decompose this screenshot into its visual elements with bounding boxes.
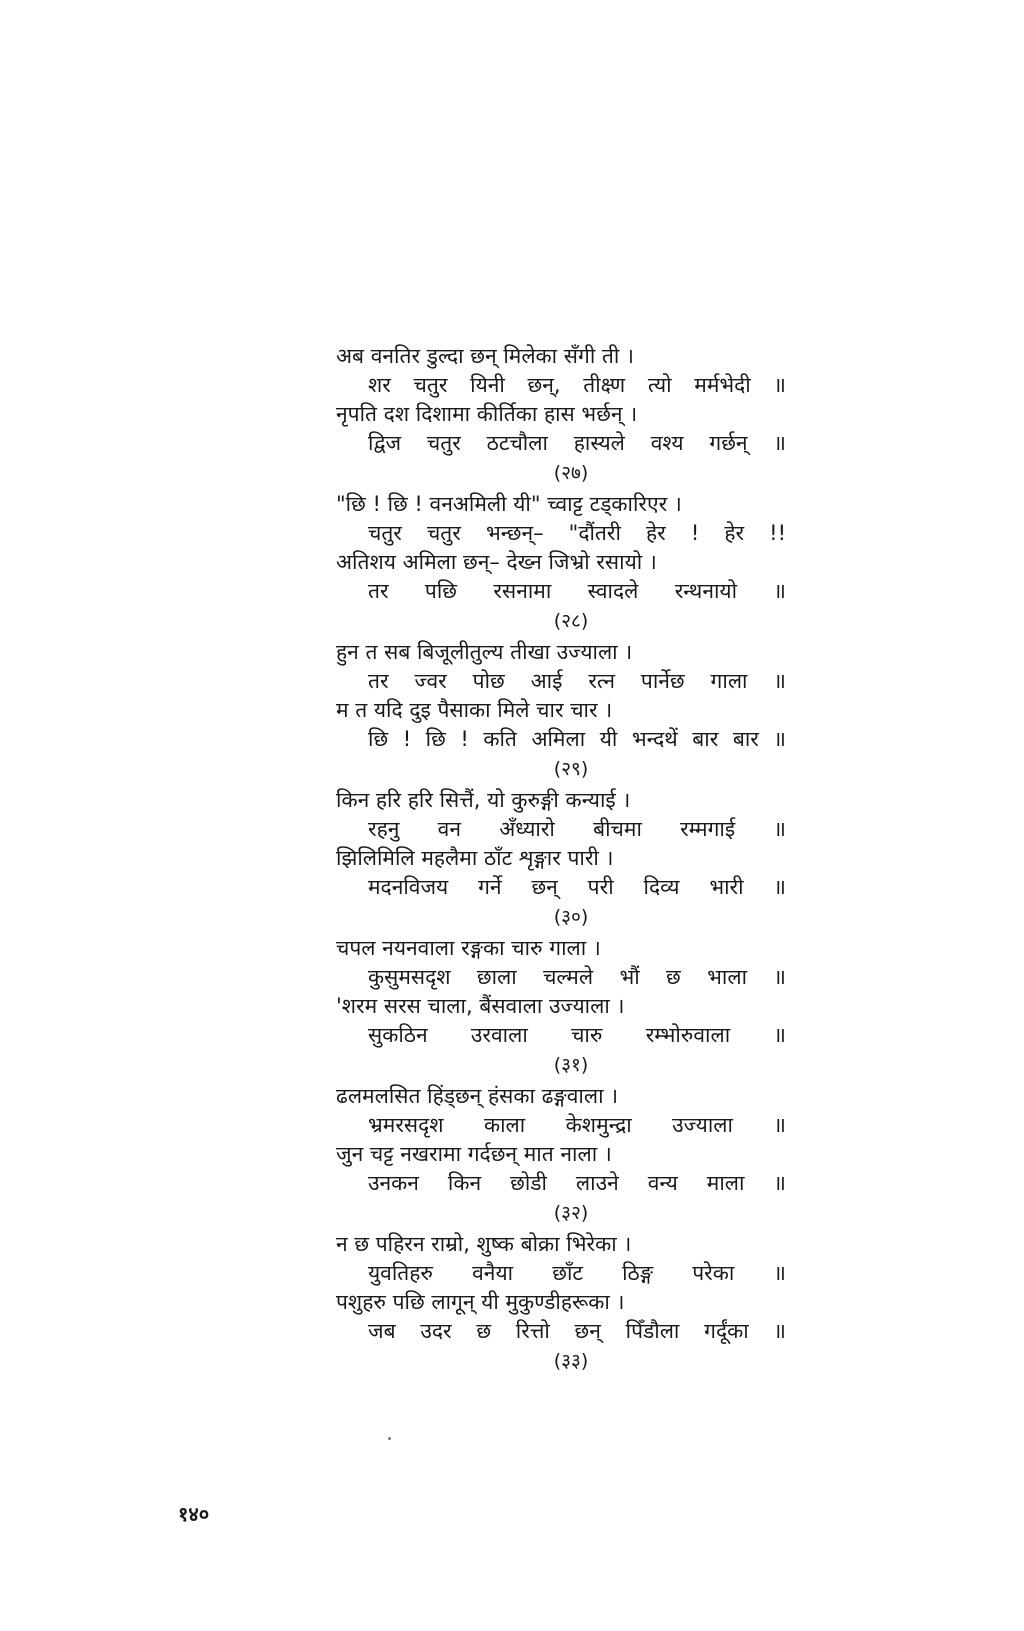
- verse-line: छि ! छि ! कति अमिला यी भन्दथें बार बार ॥: [368, 727, 786, 751]
- verse-line: तर ज्वर पोछ आई रत्न पार्नेछ गाला ॥: [368, 669, 786, 693]
- verse-line: जब उदर छ रित्तो छन् पिँडौला गर्दूंका ॥: [368, 1319, 786, 1343]
- stanza: [336, 1082, 806, 1227]
- stanza: [336, 342, 806, 487]
- stanza-number: (२९): [553, 758, 589, 780]
- stanza-number: (३२): [553, 1202, 589, 1224]
- stanza: [336, 638, 806, 783]
- ink-speck: [388, 1437, 391, 1440]
- stanza-number: (२७): [553, 462, 589, 484]
- verse-line: न छ पहिरन राम्रो, शुष्क बोक्रा भिरेका ।: [336, 1232, 632, 1256]
- verse-line: शर चतुर यिनी छन्, तीक्ष्ण त्यो मर्मभेदी ॥: [368, 373, 786, 397]
- page-number: १४०: [178, 1502, 210, 1526]
- verse-line: सुकठिन उरवाला चारु रम्भोरुवाला ॥: [368, 1023, 786, 1047]
- verse-line: अतिशय अमिला छन्– देख्न जिभ्रो रसायो ।: [336, 550, 657, 574]
- verse-line: म त यदि दुइ पैसाका मिले चार चार ।: [336, 698, 613, 722]
- verse-line: हुन त सब बिजूलीतुल्य तीखा उज्याला ।: [336, 640, 633, 664]
- stanza-number: (३१): [553, 1054, 589, 1076]
- verse-line: उनकन किन छोडी लाउने वन्य माला ॥: [368, 1171, 786, 1195]
- verse-line: युवतिहरु वनैया छाँट ठिङ्ग परेका ॥: [368, 1261, 786, 1285]
- verse-line: झिलिमिलि महलैमा ठाँट शृङ्गार पारी ।: [336, 846, 614, 870]
- stanza: [336, 786, 806, 931]
- verse-line: नृपति दश दिशामा कीर्तिका हास भर्छन् ।: [336, 402, 638, 426]
- verse-line: अब वनतिर डुल्दा छन् मिलेका सँगी ती ।: [336, 344, 634, 368]
- poem-body: [336, 342, 806, 1378]
- stanza: [336, 490, 806, 635]
- stanza-number: (३३): [553, 1350, 589, 1372]
- verse-line: कुसुमसदृश छाला चल्मले भौं छ भाला ॥: [368, 965, 786, 989]
- verse-line: पशुहरु पछि लागून् यी मुकुण्डीहरूका ।: [336, 1290, 625, 1314]
- verse-line: रहनु वन अँध्यारो बीचमा रम्मगाई ॥: [368, 817, 786, 841]
- verse-line: भ्रमरसदृश काला केशमुन्द्रा उज्याला ॥: [368, 1113, 786, 1137]
- stanza-number: (३०): [553, 906, 589, 928]
- verse-line: चपल नयनवाला रङ्गका चारु गाला ।: [336, 936, 601, 960]
- verse-line: तर पछि रसनामा स्वादले रन्थनायो ॥: [368, 579, 786, 603]
- verse-line: 'शरम सरस चाला, बैंसवाला उज्याला ।: [336, 994, 625, 1018]
- stanza: [336, 1230, 806, 1375]
- verse-line: जुन चट्ट नखरामा गर्दछन् मात नाला ।: [336, 1142, 612, 1166]
- verse-line: किन हरि हरि सित्तैं, यो कुरुङ्गी कन्याई ।: [336, 788, 631, 812]
- verse-line: मदनविजय गर्ने छन् परी दिव्य भारी ॥: [368, 875, 786, 899]
- stanza-number: (२८): [553, 610, 589, 632]
- verse-line: चतुर चतुर भन्छन्– "दौंतरी हेर ! हेर !!: [368, 521, 786, 545]
- stanza: [336, 934, 806, 1079]
- verse-line: ढलमलसित हिंड्छन् हंसका ढङ्गवाला ।: [336, 1084, 619, 1108]
- verse-line: "छि ! छि ! वनअमिली यी" च्वाट्ट टड्कारिएर ।: [336, 492, 682, 516]
- verse-line: द्विज चतुर ठटचौला हास्यले वश्य गर्छन् ॥: [368, 431, 786, 455]
